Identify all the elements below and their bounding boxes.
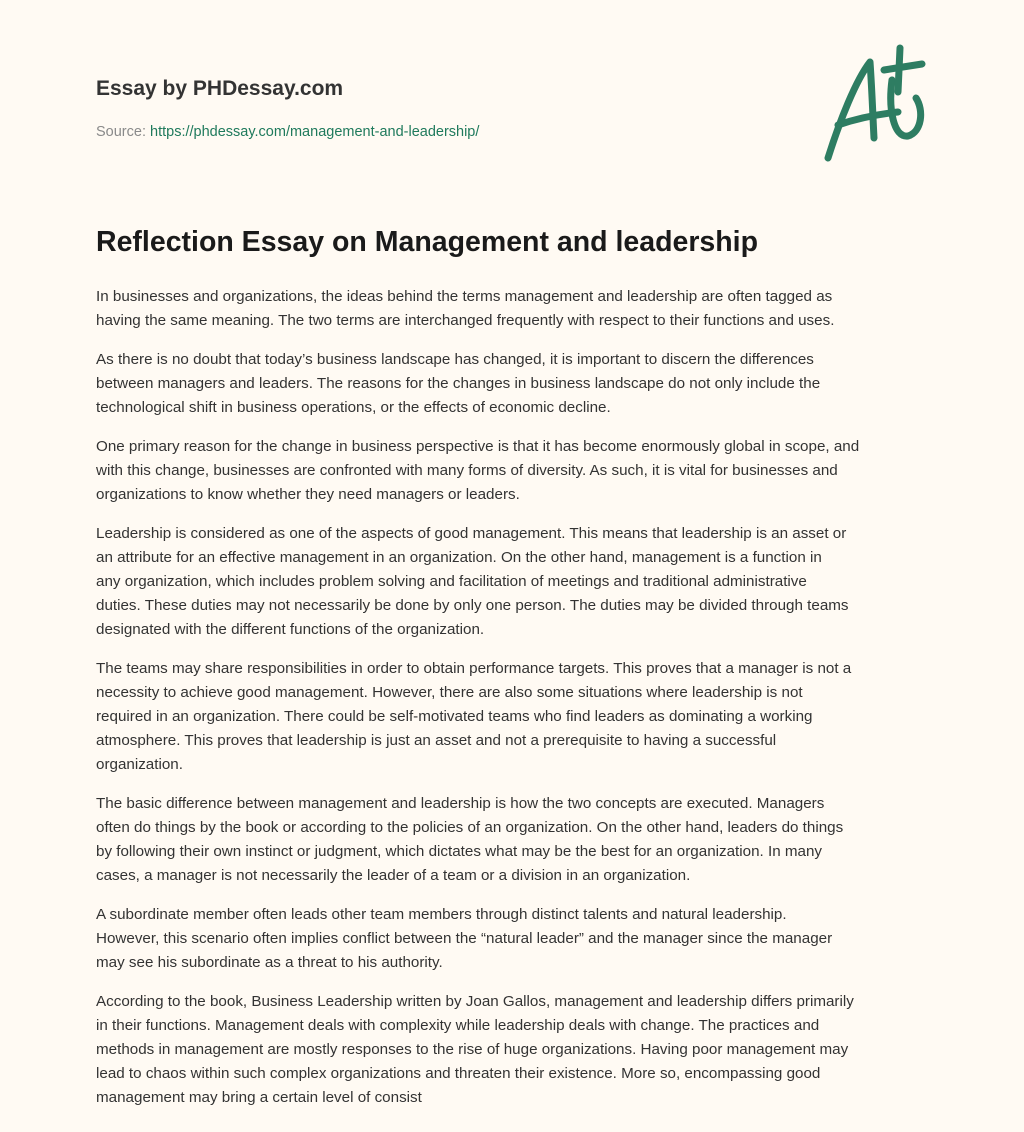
- paragraph-line: atmosphere. This proves that leadership is just an asset and not a prerequisite to having a successful: [96, 732, 777, 749]
- paragraph-line: Leadership is considered as one of the aspects of good management. This means that leadership is an asset or: [96, 525, 847, 542]
- paragraph-line: duties. These duties may not necessarily be done by only one person. The duties may be divided through teams: [96, 597, 849, 614]
- paragraph-line: having the same meaning. The two terms are interchanged frequently with respect to their functions and uses.: [96, 312, 835, 329]
- essay-title: Reflection Essay on Management and leadership: [96, 226, 759, 258]
- paragraph-line: in their functions. Management deals with complexity while leadership deals with change. The practices and: [96, 1017, 820, 1034]
- source-link[interactable]: https://phdessay.com/management-and-leadership/: [150, 124, 480, 140]
- essay-paragraph: [96, 435, 946, 507]
- paragraph-line: organization.: [96, 756, 183, 773]
- paragraph-line: In businesses and organizations, the ideas behind the terms management and leadership are often tagged as: [96, 288, 833, 305]
- essay-paragraph: [96, 792, 946, 888]
- essay-paragraph: [96, 657, 946, 777]
- paragraph-line: any organization, which includes problem solving and facilitation of meetings and traditional administrative: [96, 573, 807, 590]
- paragraph-line: management may bring a certain level of consist: [96, 1089, 422, 1106]
- paragraph-line: As there is no doubt that today’s business landscape has changed, it is important to discern the differences: [96, 351, 814, 368]
- paragraph-line: lead to chaos within such complex organizations and threaten their existence. More so, encompassing good: [96, 1065, 821, 1082]
- paragraph-line: However, this scenario often implies conflict between the “natural leader” and the manager since the manager: [96, 930, 833, 947]
- essay-body: [96, 285, 946, 1125]
- paragraph-line: According to the book, Business Leadership written by Joan Gallos, management and leadership differs primarily: [96, 993, 854, 1010]
- paragraph-line: designated with the different functions of the organization.: [96, 621, 485, 638]
- paragraph-line: methods in management are mostly responses to the rise of huge organizations. Having poor management may: [96, 1041, 849, 1058]
- site-brand: Essay by PHDessay.com: [96, 77, 344, 100]
- source-label: Source:: [96, 124, 146, 140]
- paragraph-line: may see his subordinate as a threat to his authority.: [96, 954, 443, 971]
- paragraph-line: technological shift in business operations, or the effects of economic decline.: [96, 399, 611, 416]
- source-line: [96, 124, 479, 140]
- paragraph-line: often do things by the book or according to the policies of an organization. On the other hand, leaders do things: [96, 819, 844, 836]
- paragraph-line: The teams may share responsibilities in order to obtain performance targets. This proves that a manager is not a: [96, 660, 852, 677]
- paragraph-line: A subordinate member often leads other team members through distinct talents and natural leadership.: [96, 906, 787, 923]
- essay-paragraph: [96, 990, 946, 1110]
- paragraph-line: One primary reason for the change in business perspective is that it has become enormously global in scope, and: [96, 438, 860, 455]
- paragraph-line: cases, a manager is not necessarily the leader of a team or a division in an organization.: [96, 867, 691, 884]
- paragraph-line: with this change, businesses are confronted with many forms of diversity. As such, it is vital for businesses and: [96, 462, 838, 479]
- paragraph-line: required in an organization. There could be self-motivated teams who find leaders as dominating a working: [96, 708, 813, 725]
- essay-paragraph: [96, 903, 946, 975]
- paragraph-line: The basic difference between management and leadership is how the two concepts are executed. Managers: [96, 795, 825, 812]
- paragraph-line: organizations to know whether they need managers or leaders.: [96, 486, 520, 503]
- essay-paragraph: [96, 522, 946, 642]
- paragraph-line: between managers and leaders. The reasons for the changes in business landscape do not only include the: [96, 375, 821, 392]
- paragraph-line: necessity to achieve good management. However, there are also some situations where leadership is not: [96, 684, 803, 701]
- a-plus-logo-icon: [818, 40, 930, 164]
- essay-paragraph: [96, 285, 946, 333]
- paragraph-line: an attribute for an effective management in an organization. On the other hand, management is a function in: [96, 549, 822, 566]
- paragraph-line: by following their own instinct or judgment, which dictates what may be the best for an organization. In many: [96, 843, 823, 860]
- essay-paragraph: [96, 348, 946, 420]
